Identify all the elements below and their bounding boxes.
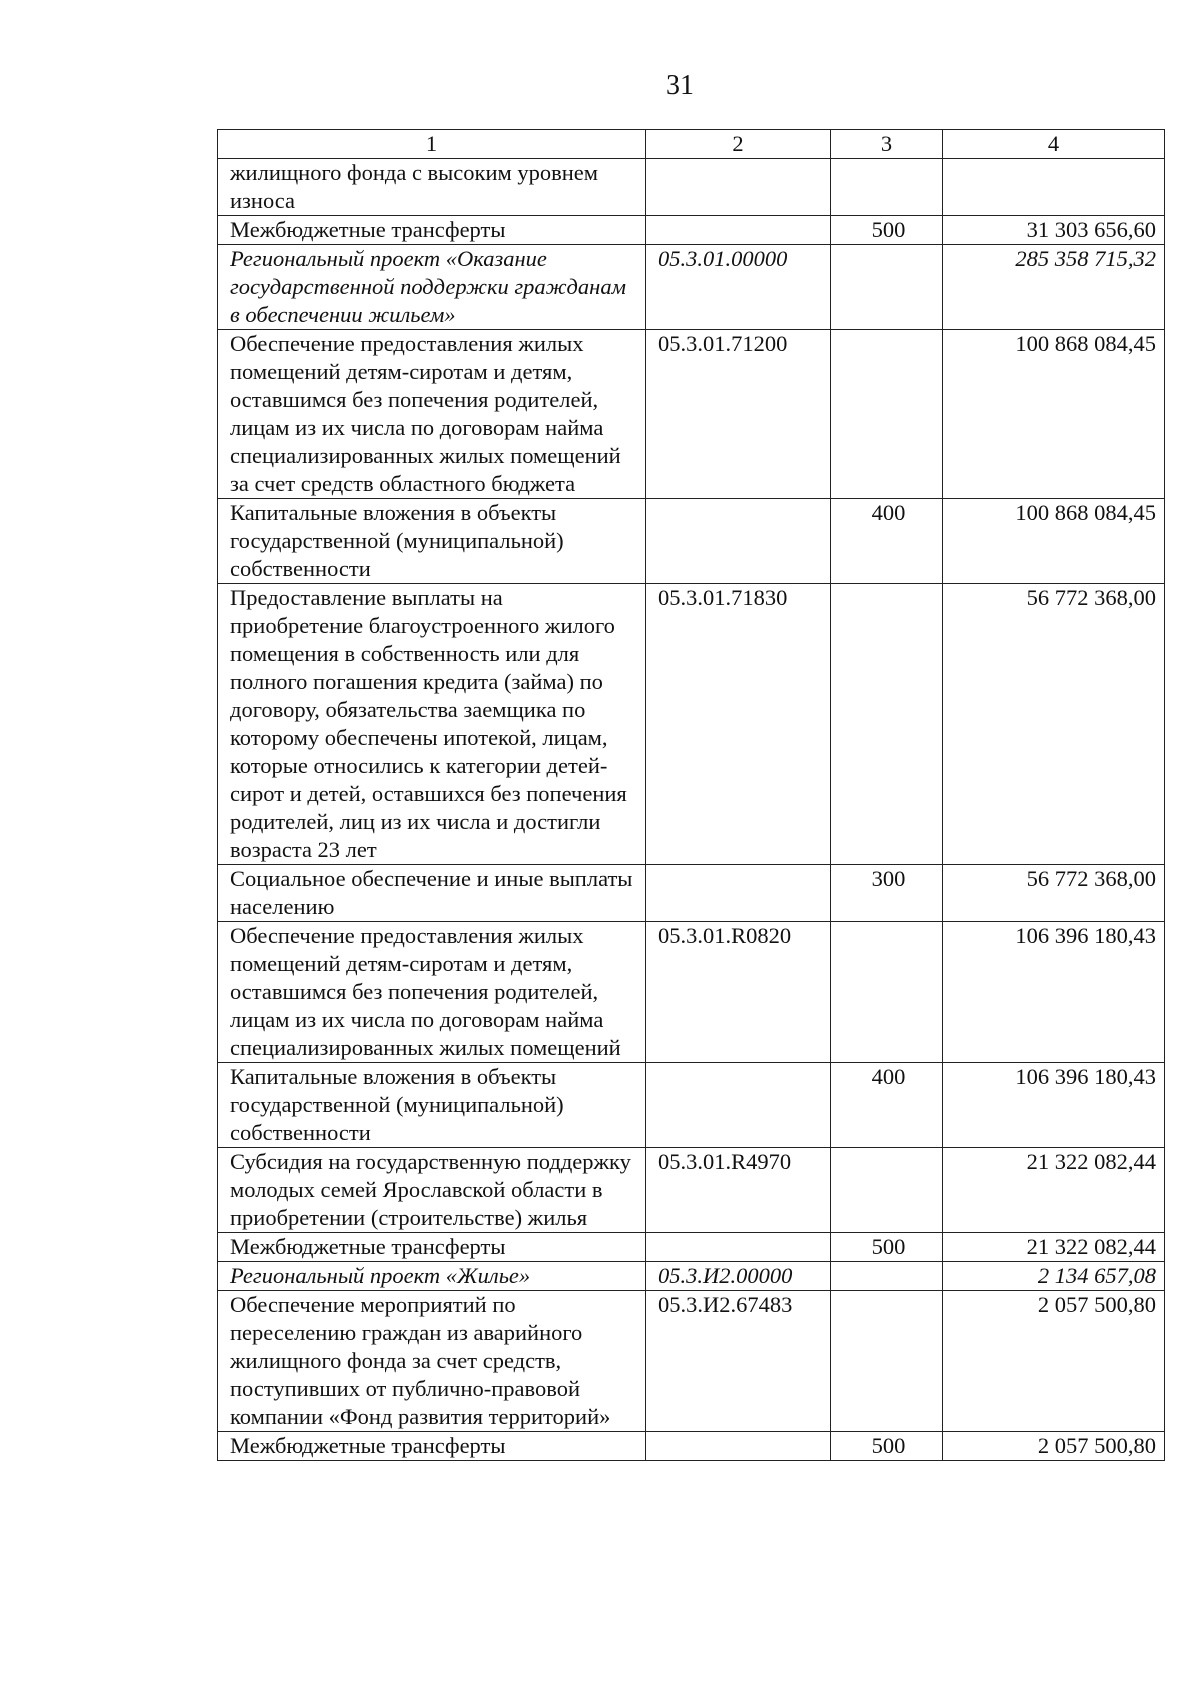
row-amount: 2 134 657,08 xyxy=(943,1262,1165,1291)
row-name: Межбюджетные трансферты xyxy=(218,216,646,245)
row-amount: 106 396 180,43 xyxy=(943,1063,1165,1148)
table-row xyxy=(218,865,1165,922)
row-expense-type xyxy=(831,159,943,216)
budget-table xyxy=(217,129,1165,1461)
row-amount: 21 322 082,44 xyxy=(943,1148,1165,1233)
row-amount: 285 358 715,32 xyxy=(943,245,1165,330)
table-row xyxy=(218,1063,1165,1148)
column-header: 4 xyxy=(943,130,1165,159)
row-amount: 21 322 082,44 xyxy=(943,1233,1165,1262)
table-row xyxy=(218,1233,1165,1262)
row-name: Региональный проект «Оказание государственной поддержки гражданам в обеспечении жильем» xyxy=(218,245,646,330)
row-expense-type xyxy=(831,1262,943,1291)
row-name: Социальное обеспечение и иные выплаты населению xyxy=(218,865,646,922)
row-code: 05.3.01.71830 xyxy=(646,584,831,865)
table-row xyxy=(218,245,1165,330)
row-expense-type: 400 xyxy=(831,1063,943,1148)
table-row xyxy=(218,1262,1165,1291)
row-name: Обеспечение мероприятий по переселению граждан из аварийного жилищного фонда за счет средств, поступивших от публично-правовой компании «Фонд развития территорий» xyxy=(218,1291,646,1432)
row-code xyxy=(646,499,831,584)
row-expense-type: 400 xyxy=(831,499,943,584)
column-header: 1 xyxy=(218,130,646,159)
row-code xyxy=(646,865,831,922)
row-code: 05.3.И2.00000 xyxy=(646,1262,831,1291)
row-code xyxy=(646,216,831,245)
row-amount: 56 772 368,00 xyxy=(943,584,1165,865)
row-code xyxy=(646,1233,831,1262)
table-row xyxy=(218,584,1165,865)
row-name: Межбюджетные трансферты xyxy=(218,1233,646,1262)
row-name: Предоставление выплаты на приобретение благоустроенного жилого помещения в собственность или для полного погашения кредита (займа) по договору, обязательства заемщика по которому обеспечены ипотекой, лицам, которые относились к категории детей-сирот и детей, оставшихся без попечения родителей, лиц из их числа и достигли возраста 23 лет xyxy=(218,584,646,865)
row-amount: 100 868 084,45 xyxy=(943,330,1165,499)
row-code xyxy=(646,1063,831,1148)
row-code xyxy=(646,159,831,216)
table-row xyxy=(218,216,1165,245)
row-name: Капитальные вложения в объекты государственной (муниципальной) собственности xyxy=(218,1063,646,1148)
table-row xyxy=(218,922,1165,1063)
row-code: 05.3.01.R0820 xyxy=(646,922,831,1063)
row-expense-type: 300 xyxy=(831,865,943,922)
row-expense-type: 500 xyxy=(831,216,943,245)
column-header: 3 xyxy=(831,130,943,159)
table-row xyxy=(218,1291,1165,1432)
table-row xyxy=(218,499,1165,584)
table-row xyxy=(218,1432,1165,1461)
page-number: 31 xyxy=(666,70,694,101)
row-name: Капитальные вложения в объекты государственной (муниципальной) собственности xyxy=(218,499,646,584)
row-amount: 56 772 368,00 xyxy=(943,865,1165,922)
row-expense-type xyxy=(831,584,943,865)
row-amount: 106 396 180,43 xyxy=(943,922,1165,1063)
row-expense-type xyxy=(831,245,943,330)
row-name: Обеспечение предоставления жилых помещений детям-сиротам и детям, оставшимся без попечения родителей, лицам из их числа по договорам найма специализированных жилых помещений за счет средств областного бюджета xyxy=(218,330,646,499)
row-amount: 31 303 656,60 xyxy=(943,216,1165,245)
row-amount: 2 057 500,80 xyxy=(943,1432,1165,1461)
table-row xyxy=(218,159,1165,216)
row-expense-type xyxy=(831,1291,943,1432)
row-name: Межбюджетные трансферты xyxy=(218,1432,646,1461)
row-name: Региональный проект «Жилье» xyxy=(218,1262,646,1291)
column-header: 2 xyxy=(646,130,831,159)
row-amount: 2 057 500,80 xyxy=(943,1291,1165,1432)
row-expense-type xyxy=(831,1148,943,1233)
table-row xyxy=(218,1148,1165,1233)
row-expense-type xyxy=(831,922,943,1063)
table-header-row xyxy=(218,130,1165,159)
row-code xyxy=(646,1432,831,1461)
row-amount: 100 868 084,45 xyxy=(943,499,1165,584)
row-amount xyxy=(943,159,1165,216)
row-code: 05.3.И2.67483 xyxy=(646,1291,831,1432)
table-row xyxy=(218,330,1165,499)
row-code: 05.3.01.71200 xyxy=(646,330,831,499)
row-code: 05.3.01.00000 xyxy=(646,245,831,330)
row-name: жилищного фонда с высоким уровнем износа xyxy=(218,159,646,216)
row-expense-type: 500 xyxy=(831,1233,943,1262)
row-code: 05.3.01.R4970 xyxy=(646,1148,831,1233)
row-expense-type xyxy=(831,330,943,499)
row-name: Субсидия на государственную поддержку молодых семей Ярославской области в приобретении (строительстве) жилья xyxy=(218,1148,646,1233)
row-name: Обеспечение предоставления жилых помещений детям-сиротам и детям, оставшимся без попечения родителей, лицам из их числа по договорам найма специализированных жилых помещений xyxy=(218,922,646,1063)
row-expense-type: 500 xyxy=(831,1432,943,1461)
